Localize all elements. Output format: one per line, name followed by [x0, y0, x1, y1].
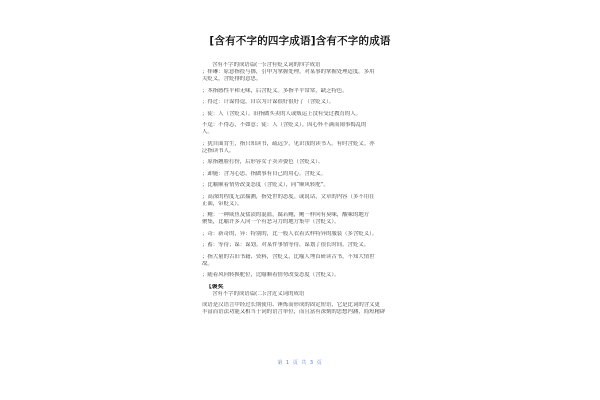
text-line: 人。 [202, 129, 213, 135]
text-line: ；指大量的古旧书籍、资料，含贬义，比喻人埋首研读古书，不知大情世 [202, 253, 375, 260]
text-line: ；卸施：含为心思，指做事有自己的用心。含贬义。 [202, 170, 326, 177]
keyword-label: 【褒奖 [206, 283, 224, 290]
text-line: 正面，带贬义）。 [202, 200, 243, 207]
page-indicator: 第 1 页 共 3 页 [277, 360, 323, 366]
document-title: [含有不字的四字成语]含有不字的成语 [209, 35, 391, 47]
text-line: ；得过：计谋得逞，自以为计谋很好很好了（含贬义）。 [202, 99, 335, 105]
text-line: ；蓄：等待；谋：谋划。对某件事情等待，谋划了很长时间，含贬义。 [202, 242, 370, 248]
text-line: 丰富而语法功能又相当于词的语言单位，而且富有深刻的思想内涵，简短精辟 [202, 309, 386, 315]
text-line: ；犹自面背生，指只知读书，疏远少，见识浅的读书人。有时含贬义。亦 [202, 140, 375, 147]
text-line: ；原指翘脸打扮，后形容女子卖弄姿色（含贬义）。 [202, 159, 324, 165]
text-line: ；奇：新奇的，异：特别的，比一般人衣着式样特异的服装（多含贬义）。 [202, 230, 378, 237]
text-line: ；本指感性平和无味，后含贬义。多指平平常常，缺乏特色。 [202, 87, 348, 94]
text-line: 泛指读书人。 [202, 147, 235, 154]
text-line: 不逞：不得志，不如意；徒：人（含贬义）。因心怀不满而闹事捣乱的 [202, 122, 367, 128]
text-line: ；随着风向转换舵位，比喻顺着情势改变态度（含贬义）。 [202, 272, 340, 278]
text-line: 成语是汉语言中经过长期使用、锤炼而形成的固定短语，它是比词的含义更 [202, 302, 380, 308]
text-line: ；高深的程度无法揣测，指处世的态度。或说话，文章的内容（多不用在 [202, 193, 375, 200]
section-heading: 含有不字的成语篇(二):含近义词的成语 [212, 290, 305, 297]
document-body [202, 62, 419, 316]
text-line: ；比喻顺着情势改变态度（含贬义），同“顺风转舵”。 [202, 182, 329, 188]
text-line: 聚集，比喻许多人向一个有恶习力的地方集中（含贬义）。 [202, 219, 340, 225]
section-heading: 含有不字的成语篇(一):含有贬义词的四字成语 [212, 62, 321, 68]
text-line: ；摔琳：原意指投与掷，引申为掌握处理。对某事的掌握处理适度。多用 [202, 69, 375, 75]
text-line: 关贬义，含贬排的意思。 [202, 76, 262, 82]
text-line: 故。 [202, 260, 213, 267]
text-line: ；徒：人（含贬义）。旧指做买卖的人或贩运上没有受过教育的人。 [202, 110, 362, 117]
text-line: ；鲍：一种咸鱼及盐渍的混血，腐若鲍，鲍一样向有臭味，酸味的地方 [202, 212, 370, 218]
